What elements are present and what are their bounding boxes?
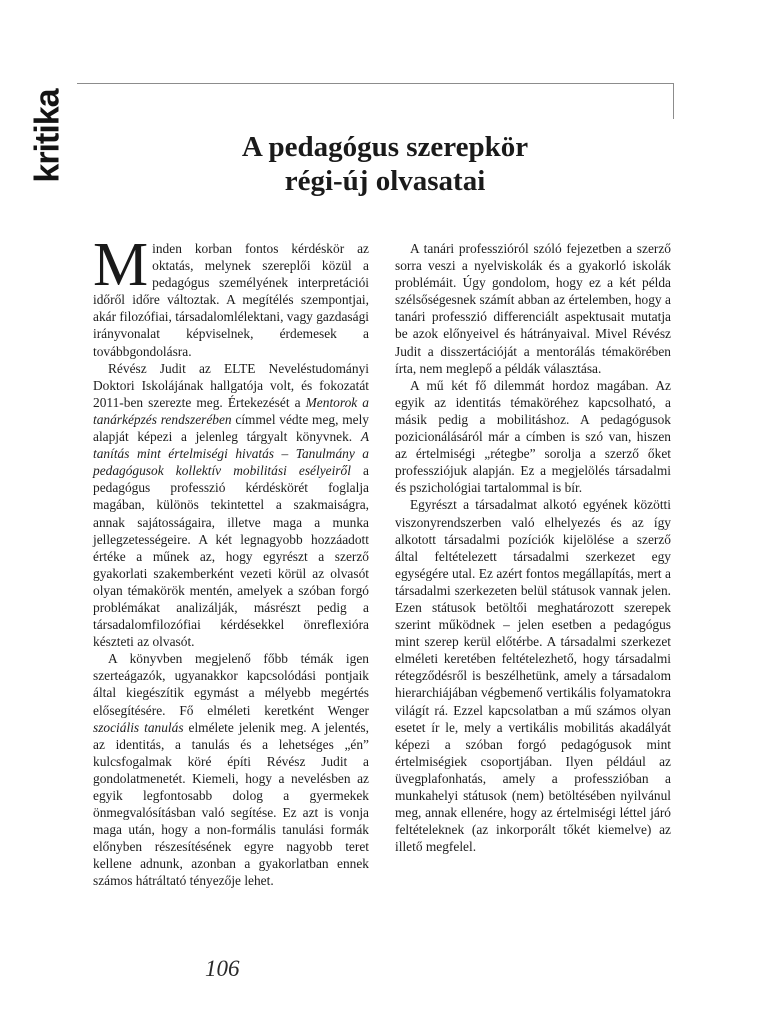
paragraph: Egyrészt a társadalmat alkotó egyének közötti viszonyrendszerben való elhelyezés és az így alkotott társadalmi pozíciók kijelölése a szerző által feltételezett társadalmi szerkezet egy egységére utal. Ez azért fontos megállapítás, mert a társadalmi szerkezeten belül státusok vannak jelen. Ezen státusok betöltői meghatározott szerepek szerint működnek – jelen esetben a pedagógus mint szerep kerül előtérbe. A társadalmi szerkezet elméleti keretében feltételezhető, hogy társadalmi rétegződésről is beszélhetünk, amely a társadalom hierarchiájában végbemenő vertikális folyamatokra világít rá. Ezzel kapcsolatban a mű számos olyan esetet ír le, mely a vertikális mobilitás akadályát képezi a szóban forgó pedagógusok mint értelmiségiek csoportjában. Ilyen például az üvegplafonhatás, amely a professzióban a munkahelyi státusok (nem) betöltésében nyilvánul meg, annak ellenére, hogy az értelmiségi léttel járó feltételeknek (az inkorporált tőkét kiemelve) az illető megfelel. — [395, 497, 671, 855]
frame-right-rule — [673, 83, 674, 119]
section-label — [28, 86, 68, 186]
paragraph — [93, 650, 369, 889]
section-label-text: kritika — [28, 89, 67, 183]
italic-term: szociális tanulás — [93, 719, 184, 735]
paragraph-text: címmel védte meg, mely alapját képezi a jelenleg tárgyalt könyvnek. — [93, 411, 369, 445]
paragraph — [93, 231, 369, 360]
left-column — [93, 231, 369, 890]
frame-top-rule — [77, 83, 673, 84]
article-title — [80, 130, 690, 198]
paragraph — [93, 360, 369, 651]
title-line-2: régi-új olvasatai — [284, 165, 486, 197]
italic-title: Mentorok a tanárképzés rendszerében — [93, 394, 369, 427]
paragraph-text: a pedagógus professzió kérdéskörét foglalja magában, különös tekintettel a szakmaiságra, annak sajátosságaira, illetve maga a munka jellegzetességeire. A két legnagyobb hozzáadott értéke a műnek az, hogy egyrészt a szerző gyakorlati szakemberként vezeti körül az olvasót olyan témakörök mentén, amelyek a szóban forgó problémákat analizálják, másrészt pedig a társadalomfilozófiai kérdésekkel önreflexióra készteti az olvasót. — [93, 463, 369, 650]
paragraph: A tanári professzióról szóló fejezetben a szerző sorra veszi a nyelviskolák és a gyakorló iskolák problémáit. Úgy gondolom, hogy ez a két példa szélsőségesnek számít abban az értelemben, hogy a tanári professzió differenciált aspektusait mutatja be azok előnyeivel és hátrányaival. Mivel Révész Judit a disszertációját a mentorálás témakörében írta, nem meglepő a példák választása. — [395, 241, 671, 376]
right-column — [395, 240, 671, 855]
paragraph-text: A könyvben megjelenő főbb témák igen szerteágazók, ugyanakkor kapcsolódási pontjaik által kiegészítik egymást a mélyebb megértés elősegítésére. Fő elméleti keretként Wenger — [93, 651, 369, 718]
drop-cap: M — [93, 231, 149, 299]
paragraph: A mű két fő dilemmát hordoz magában. Az egyik az identitás témaköréhez kapcsolható, a másik pedig a mobilitáshoz. A pedagógusok pozicionálásáról már a címben is szó van, hiszen az értelmiségi „rétegbe” sorolja a szerző őket professziójuk alapján. Ez a megjelölés társadalmi és pszichológiai tartalommal is bír. — [395, 377, 671, 496]
paragraph-text: elmélete jelenik meg. A jelentés, az identitás, a tanulás és a lehetséges „én” kulcsfogalmak köré építi Révész Judit a gondolatmenetét. Kiemeli, hogy a nevelésben az egyik legfontosabb dolog a gyermekek önmegvalósításban való segítése. Ez azt is vonja maga után, hogy a non-formális tanulási formák előnyben részesítésének egyre nagyobb teret kellene adnunk, azonban a gyakorlatban ennek számos hátráltató tényezője lehet. — [93, 719, 369, 889]
paragraph-text: inden korban fontos kérdéskör az oktatás, melynek szereplői közül a pedagógus személyének interpretációi időről időre változtak. A megítélés szempontjai, akár filozófiai, társadalomlélektani, vagy gazdasági irányvonalat képviselnek, érdemesek a továbbgondolásra. — [93, 241, 369, 359]
title-line-1: A pedagógus szerepkör — [241, 131, 529, 163]
italic-book-title: A tanítás mint értelmiségi hivatás – Tanulmány a pedagógusok kollektív mobilitási esélyeiről — [93, 429, 369, 479]
paragraph-text: Révész Judit az ELTE Neveléstudományi Doktori Iskolájának hallgatója volt, és fokozatát 2011-ben szerezte meg. Értekezését a — [93, 360, 369, 410]
page-number: 106 — [205, 956, 240, 981]
